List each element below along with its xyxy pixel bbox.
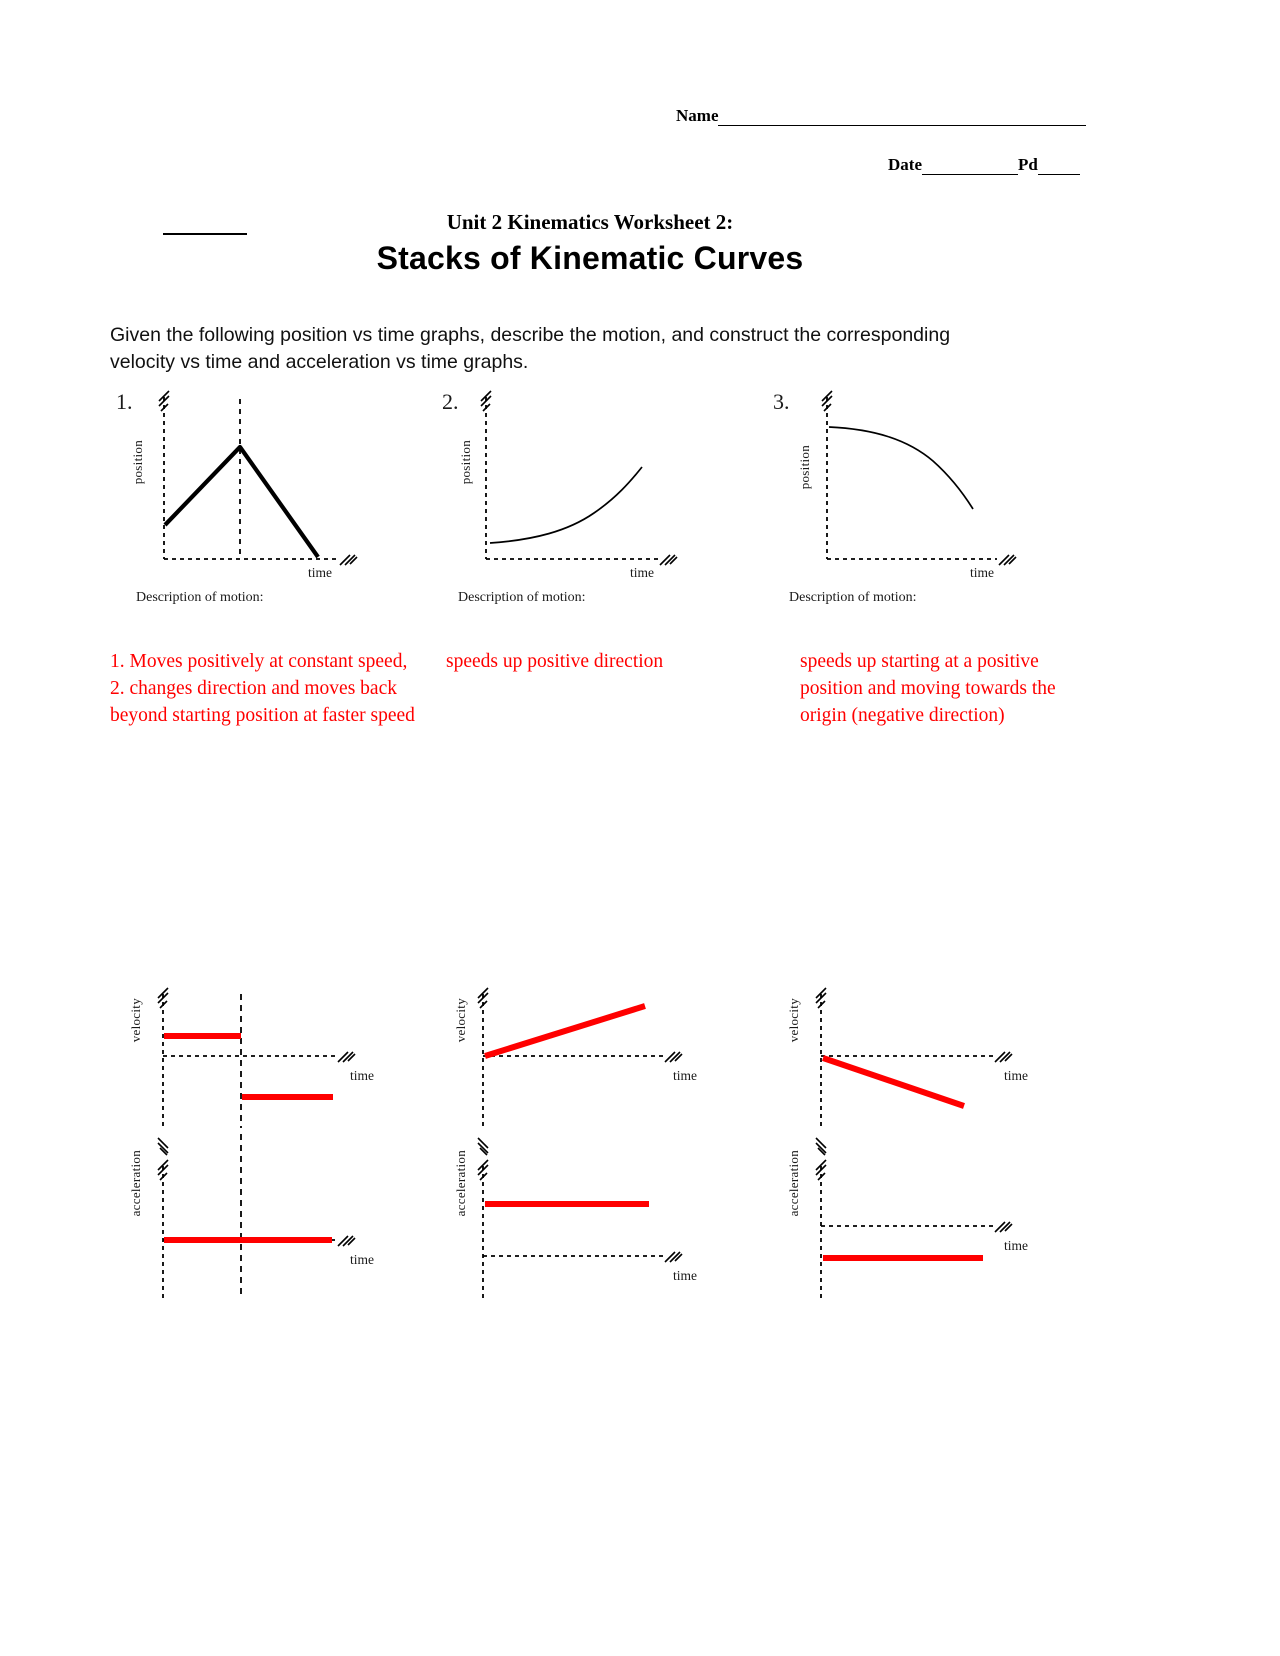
position-curve-3	[829, 427, 973, 509]
name-blank-line[interactable]	[718, 112, 1086, 126]
x-axis-label-time-a2: time	[673, 1268, 697, 1283]
position-graph-3	[765, 385, 1025, 605]
velocity-axis-down-arrow-icon-1	[158, 1138, 168, 1155]
page-title: Stacks of Kinematic Curves	[376, 240, 804, 276]
y-arrow-icon-v2	[478, 988, 488, 1008]
position-curve-2	[490, 467, 642, 543]
date-field-row	[888, 155, 1080, 175]
pd-blank-line[interactable]	[1038, 161, 1080, 175]
worksheet-subtitle: Unit 2 Kinematics Worksheet 2:	[446, 210, 734, 234]
name-label: Name	[676, 106, 719, 125]
x-axis-label-time-v2: time	[673, 1068, 697, 1083]
x-arrow-icon-a1	[338, 1236, 355, 1246]
x-arrow-icon-v1	[338, 1052, 355, 1062]
velocity-chart-2-svg	[445, 980, 715, 1130]
x-axis-label-time-v3: time	[1004, 1068, 1028, 1083]
velocity-line-2	[485, 1006, 645, 1056]
velocity-axis-down-arrow-icon-3	[816, 1138, 826, 1155]
answer-text-1: 1. Moves positively at constant speed, 2. changes direction and moves back beyond starting position at faster speed	[110, 651, 415, 726]
answer-text-2: speeds up positive direction	[446, 651, 664, 672]
date-blank-line[interactable]	[922, 161, 1018, 175]
velocity-graph-1	[120, 980, 390, 1130]
description-of-motion-label-1: Description of motion:	[136, 590, 264, 605]
answer-text-3: speeds up starting at a positive position and moving towards the origin (negative direction)	[800, 651, 1056, 726]
y-arrow-icon-a1	[158, 1160, 168, 1180]
position-chart-1-svg	[112, 385, 372, 585]
x-axis-label-time-a1: time	[350, 1252, 374, 1267]
acceleration-graph-2	[445, 1140, 715, 1300]
date-label: Date	[888, 155, 922, 174]
x-arrow-icon-1	[340, 555, 357, 565]
acceleration-chart-1-svg	[120, 1140, 390, 1300]
x-arrow-icon-2	[660, 555, 677, 565]
x-arrow-icon-v3	[995, 1052, 1012, 1062]
x-axis-label-time-v1: time	[350, 1068, 374, 1083]
x-axis-label-time-2: time	[630, 565, 654, 580]
pd-label: Pd	[1017, 155, 1038, 174]
y-axis-label-acceleration-2: acceleration	[453, 1150, 468, 1217]
velocity-line-3	[823, 1058, 964, 1106]
y-axis-label-velocity-3: velocity	[786, 998, 801, 1043]
y-axis-label-velocity-2: velocity	[453, 998, 468, 1043]
y-arrow-icon-2	[481, 391, 491, 411]
problem-number-1: 1.	[116, 389, 133, 414]
description-of-motion-label-2: Description of motion:	[458, 590, 586, 605]
problem-number-2: 2.	[442, 389, 459, 414]
velocity-axis-down-arrow-icon-2	[478, 1138, 488, 1155]
y-axis-label-position-3: position	[797, 445, 812, 490]
position-graph-1	[112, 385, 372, 605]
x-arrow-icon-v2	[665, 1052, 682, 1062]
x-arrow-icon-a3	[995, 1222, 1012, 1232]
position-curve-1	[165, 447, 318, 557]
x-arrow-icon-3	[999, 555, 1016, 565]
y-arrow-icon-1	[159, 391, 169, 411]
y-axis-label-velocity-1: velocity	[128, 998, 143, 1043]
y-axis-label-position-2: position	[458, 440, 473, 485]
acceleration-chart-3-svg	[778, 1140, 1048, 1300]
velocity-chart-1-svg	[120, 980, 390, 1130]
acceleration-graph-1	[120, 1140, 390, 1300]
x-axis-label-time-3: time	[970, 565, 994, 580]
instructions-text: Given the following position vs time graphs, describe the motion, and construct the corresponding velocity vs time and acceleration vs time graphs.	[110, 324, 951, 373]
x-axis-label-time-1: time	[308, 565, 332, 580]
position-chart-2-svg	[438, 385, 698, 585]
velocity-chart-3-svg	[778, 980, 1048, 1130]
acceleration-graph-3	[778, 1140, 1048, 1300]
y-arrow-icon-v3	[816, 988, 826, 1008]
description-of-motion-label-3: Description of motion:	[789, 590, 917, 605]
problem-number-3: 3.	[773, 389, 790, 414]
y-arrow-icon-a3	[816, 1160, 826, 1180]
y-axis-label-position-1: position	[130, 440, 145, 485]
name-field-row	[676, 106, 1086, 126]
position-graph-2	[438, 385, 698, 605]
y-arrow-icon-a2	[478, 1160, 488, 1180]
y-axis-label-acceleration-3: acceleration	[786, 1150, 801, 1217]
y-arrow-icon-v1	[158, 988, 168, 1008]
x-axis-label-time-a3: time	[1004, 1238, 1028, 1253]
velocity-graph-3	[778, 980, 1048, 1130]
velocity-graph-2	[445, 980, 715, 1130]
y-arrow-icon-3	[822, 391, 832, 411]
x-arrow-icon-a2	[665, 1252, 682, 1262]
y-axis-label-acceleration-1: acceleration	[128, 1150, 143, 1217]
